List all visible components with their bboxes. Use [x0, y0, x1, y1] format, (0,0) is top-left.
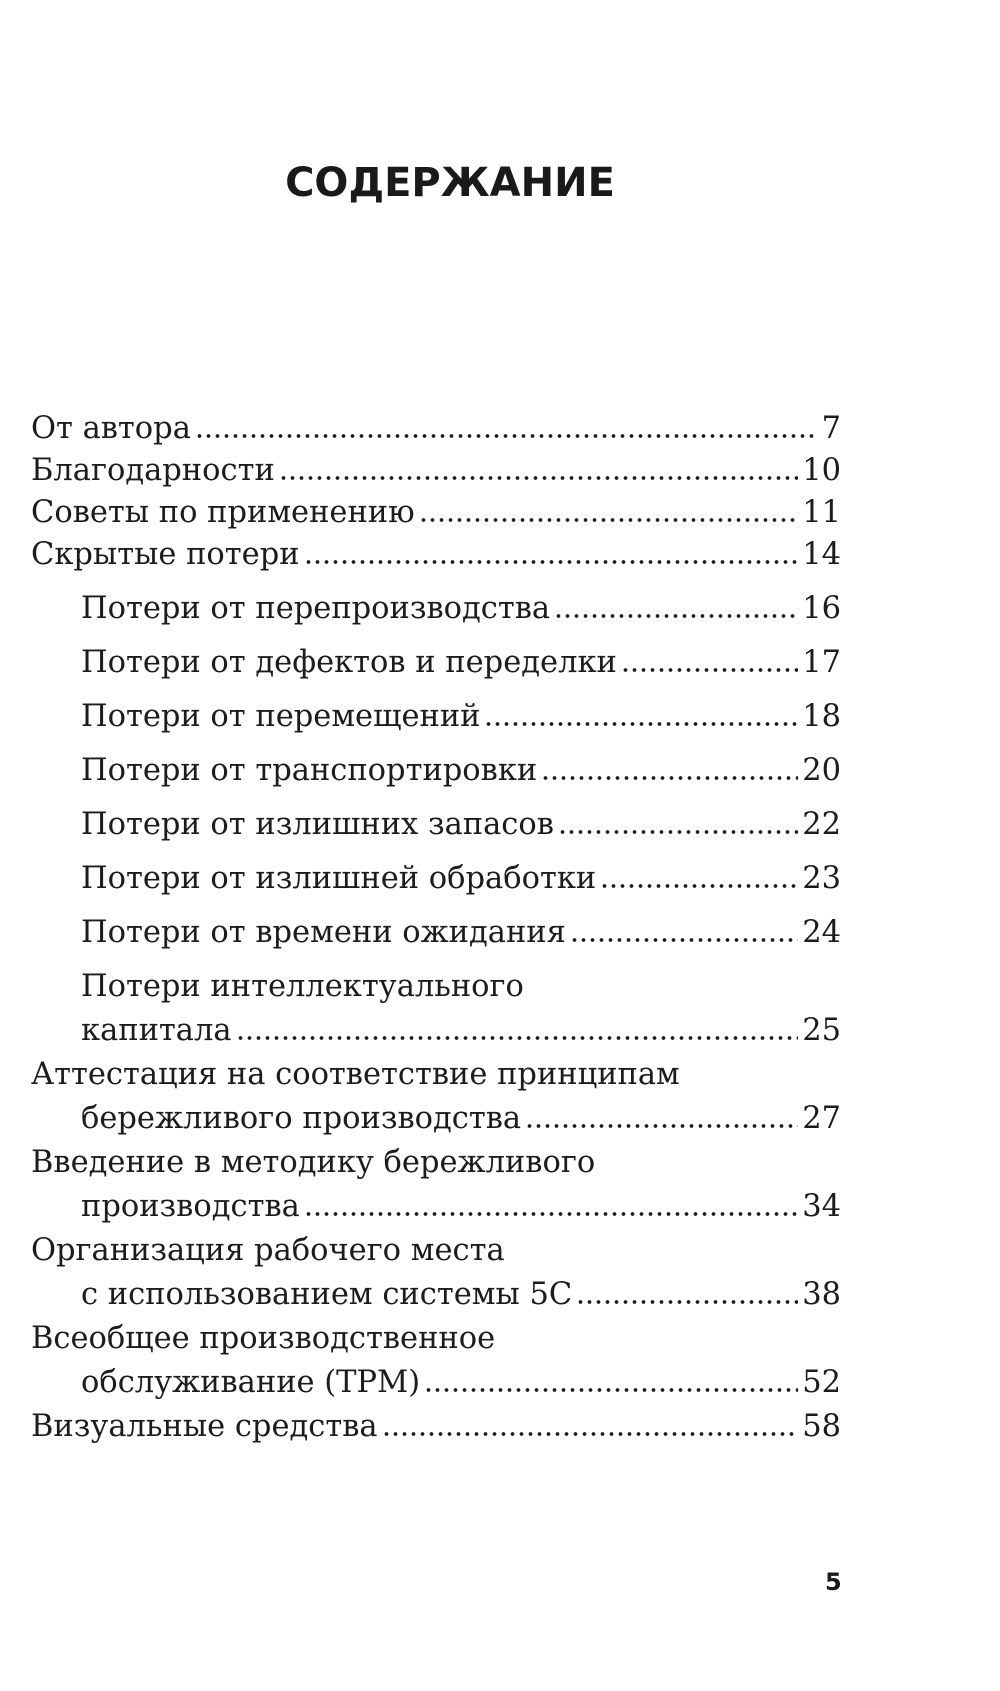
- toc-entry-page: 18: [802, 699, 841, 734]
- page-title: СОДЕРЖАНИЕ: [285, 160, 615, 206]
- toc-entry-tpm[interactable]: [81, 1364, 841, 1402]
- dot-leader: [304, 1211, 798, 1217]
- dot-leader: [382, 1431, 799, 1437]
- toc-entry-title: капитала: [81, 1013, 232, 1048]
- toc-entry-tpm-line1: Всеобщее производственное: [31, 1321, 496, 1356]
- toc-entry-title: Потери от перепроизводства: [81, 591, 551, 626]
- dot-leader: [236, 1035, 799, 1041]
- dot-leader: [195, 433, 818, 439]
- toc-entry-ot-avtora[interactable]: [31, 410, 841, 448]
- toc-entry-title: Советы по применению: [31, 495, 415, 530]
- dot-leader: [600, 883, 798, 889]
- toc-entry-page: 34: [802, 1189, 841, 1224]
- toc-entry-page: 22: [802, 807, 841, 842]
- toc-subentry-peremeshcheniya[interactable]: [81, 698, 841, 736]
- toc-entry-title: бережливого производства: [81, 1101, 522, 1136]
- toc-subentry-transportirovka[interactable]: [81, 752, 841, 790]
- toc-entry-skrytye-poteri[interactable]: [31, 536, 841, 574]
- dot-leader: [621, 667, 798, 673]
- toc-entry-page: 23: [802, 861, 841, 896]
- page-number: 5: [825, 1568, 842, 1596]
- toc-entry-title: Потери от излишних запасов: [81, 807, 554, 842]
- toc-entry-title: с использованием системы 5С: [81, 1277, 573, 1312]
- toc-subentry-obrabotka[interactable]: [81, 860, 841, 898]
- toc-entry-title: Визуальные средства: [31, 1409, 378, 1444]
- toc-entry-title: Потери от дефектов и переделки: [81, 645, 617, 680]
- dot-leader: [554, 613, 798, 619]
- toc-entry-attestaciya-line1: Аттестация на соответствие принципам: [31, 1057, 680, 1092]
- toc-entry-page: 7: [821, 411, 841, 446]
- dot-leader: [558, 829, 798, 835]
- toc-entry-page: 27: [802, 1101, 841, 1136]
- toc-entry-title: производства: [81, 1189, 300, 1224]
- toc-entry-page: 11: [802, 495, 841, 530]
- toc-entry-attestaciya[interactable]: [81, 1100, 841, 1138]
- dot-leader: [576, 1299, 798, 1305]
- toc-subentry-kapital[interactable]: [81, 1012, 841, 1050]
- toc-entry-page: 20: [802, 753, 841, 788]
- toc-entry-title: Потери от излишней обработки: [81, 861, 597, 896]
- dot-leader: [484, 721, 798, 727]
- toc-entry-page: 24: [802, 915, 841, 950]
- toc-entry-page: 14: [802, 537, 841, 572]
- toc-subentry-kapital-line1: Потери интеллектуального: [81, 969, 524, 1004]
- dot-leader: [279, 475, 798, 481]
- toc-entry-title: Скрытые потери: [31, 537, 300, 572]
- toc-entry-organizaciya-line1: Организация рабочего места: [31, 1233, 505, 1268]
- dot-leader: [304, 559, 799, 565]
- toc-entry-title: От автора: [31, 411, 191, 446]
- toc-entry-title: Потери от перемещений: [81, 699, 481, 734]
- dot-leader: [424, 1387, 798, 1393]
- toc-entry-page: 10: [802, 453, 841, 488]
- toc-entry-page: 52: [802, 1365, 841, 1400]
- toc-entry-organizaciya[interactable]: [81, 1276, 841, 1314]
- toc-subentry-defekty[interactable]: [81, 644, 841, 682]
- toc-entry-vvedenie-line1: Введение в методику бережливого: [31, 1145, 596, 1180]
- toc-entry-page: 58: [802, 1409, 841, 1444]
- toc-subentry-zapasy[interactable]: [81, 806, 841, 844]
- toc-subentry-ozhidanie[interactable]: [81, 914, 841, 952]
- toc-entry-page: 38: [802, 1277, 841, 1312]
- dot-leader: [419, 517, 798, 523]
- dot-leader: [541, 775, 798, 781]
- toc-entry-vizualnye-sredstva[interactable]: [31, 1408, 841, 1446]
- toc-entry-title: Потери от времени ожидания: [81, 915, 566, 950]
- toc-entry-page: 16: [802, 591, 841, 626]
- toc-entry-page: 25: [802, 1013, 841, 1048]
- toc-entry-title: Потери от транспортировки: [81, 753, 538, 788]
- toc-entry-sovety[interactable]: [31, 494, 841, 532]
- toc-entry-title: обслуживание (ТРМ): [81, 1365, 421, 1400]
- dot-leader: [525, 1123, 798, 1129]
- toc-entry-vvedenie[interactable]: [81, 1188, 841, 1226]
- toc-subentry-pereproizvodstvo[interactable]: [81, 590, 841, 628]
- toc-entry-title: Благодарности: [31, 453, 275, 488]
- dot-leader: [570, 937, 798, 943]
- toc-entry-blagodarnosti[interactable]: [31, 452, 841, 490]
- toc-entry-page: 17: [802, 645, 841, 680]
